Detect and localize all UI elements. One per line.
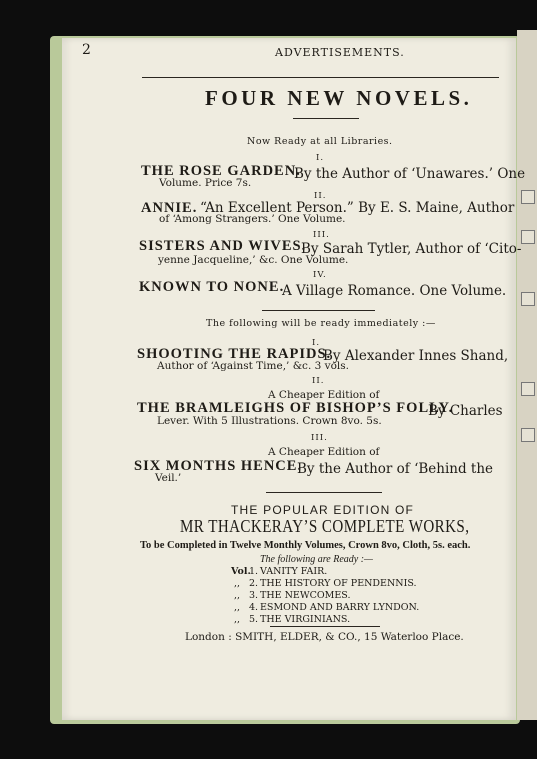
volume-number: 2. bbox=[249, 578, 259, 589]
item-title: SHOOTING THE RAPIDS. bbox=[137, 346, 332, 362]
item-continuation: Lever. With 5 Illustrations. Crown 8vo. 5s. bbox=[157, 415, 382, 427]
volume-prefix: ,, bbox=[234, 578, 241, 589]
item-numeral: III. bbox=[313, 230, 330, 240]
item-title: SISTERS AND WIVES. bbox=[139, 238, 307, 254]
header-rule bbox=[142, 77, 499, 78]
volume-title: THE NEWCOMES. bbox=[260, 590, 351, 601]
item-detail: By the Author of ‘Unawares.’ One bbox=[294, 166, 526, 182]
volume-prefix: ,, bbox=[234, 602, 241, 613]
edition-heading: THE POPULAR EDITION OF bbox=[231, 503, 415, 517]
volume-number: 4. bbox=[249, 602, 259, 613]
section-subtitle: The following will be ready immediately :— bbox=[206, 318, 436, 329]
volume-number: 3. bbox=[249, 590, 259, 601]
item-continuation: Volume. Price 7s. bbox=[159, 177, 252, 189]
edge-mark bbox=[521, 292, 535, 306]
volume-prefix: Vol. bbox=[231, 566, 251, 577]
item-detail: By Charles bbox=[428, 403, 503, 419]
page-number: 2 bbox=[82, 42, 91, 58]
item-continuation: yenne Jacqueline,’ &c. One Volume. bbox=[158, 254, 349, 266]
item-detail: By Alexander Innes Shand, bbox=[323, 348, 509, 364]
item-numeral: II. bbox=[312, 376, 325, 386]
section-rule bbox=[266, 492, 382, 493]
item-detail: By Sarah Tytler, Author of ‘Cito- bbox=[301, 241, 522, 257]
volume-number: 5. bbox=[249, 614, 259, 625]
adjacent-page-edge bbox=[517, 30, 537, 720]
volume-number: 1. bbox=[249, 566, 259, 577]
item-title: SIX MONTHS HENCE. bbox=[134, 458, 303, 474]
volume-title: ESMOND AND BARRY LYNDON. bbox=[260, 602, 420, 613]
imprint-rule bbox=[270, 626, 380, 627]
edge-mark bbox=[521, 382, 535, 396]
ready-note: The following are Ready :— bbox=[260, 554, 373, 565]
item-preface: A Cheaper Edition of bbox=[268, 389, 380, 401]
item-numeral: I. bbox=[312, 338, 321, 348]
item-detail: A Village Romance. One Volume. bbox=[282, 283, 507, 299]
item-title: THE BRAMLEIGHS OF BISHOP’S FOLLY. bbox=[137, 400, 454, 416]
item-continuation: of ‘Among Strangers.’ One Volume. bbox=[159, 213, 346, 225]
item-numeral: I. bbox=[316, 153, 325, 163]
item-continuation: Veil.’ bbox=[155, 472, 182, 484]
section-rule bbox=[262, 310, 375, 311]
volume-title: THE VIRGINIANS. bbox=[260, 614, 351, 625]
title-rule bbox=[293, 118, 359, 119]
volume-prefix: ,, bbox=[234, 614, 241, 625]
item-preface: A Cheaper Edition of bbox=[268, 446, 380, 458]
section-subtitle: Now Ready at all Libraries. bbox=[247, 136, 393, 147]
item-numeral: IV. bbox=[313, 270, 327, 280]
edge-mark bbox=[521, 190, 535, 204]
item-title: THE ROSE GARDEN. bbox=[141, 163, 301, 179]
item-title: KNOWN TO NONE. bbox=[139, 279, 285, 295]
works-title: MR THACKERAY’S COMPLETE WORKS, bbox=[180, 516, 470, 536]
volume-title: VANITY FAIR. bbox=[260, 566, 328, 577]
edition-detail: To be Completed in Twelve Monthly Volumes, Crown 8vo, Cloth, 5s. each. bbox=[140, 540, 471, 551]
item-title: ANNIE. bbox=[141, 200, 198, 216]
volume-prefix: ,, bbox=[234, 590, 241, 601]
edge-mark bbox=[521, 230, 535, 244]
item-numeral: II. bbox=[314, 191, 327, 201]
item-numeral: III. bbox=[311, 433, 328, 443]
item-detail: “An Excellent Person.” By E. S. Maine, Author bbox=[200, 200, 515, 216]
running-head: ADVERTISEMENTS. bbox=[275, 46, 405, 59]
item-detail: By the Author of ‘Behind the bbox=[297, 461, 494, 477]
section-title: FOUR NEW NOVELS. bbox=[205, 86, 473, 110]
edge-mark bbox=[521, 428, 535, 442]
volume-title: THE HISTORY OF PENDENNIS. bbox=[260, 578, 417, 589]
publisher-imprint: London : SMITH, ELDER, & CO., 15 Waterloo Place. bbox=[185, 631, 464, 643]
item-continuation: Author of ‘Against Time,’ &c. 3 vols. bbox=[157, 360, 349, 372]
